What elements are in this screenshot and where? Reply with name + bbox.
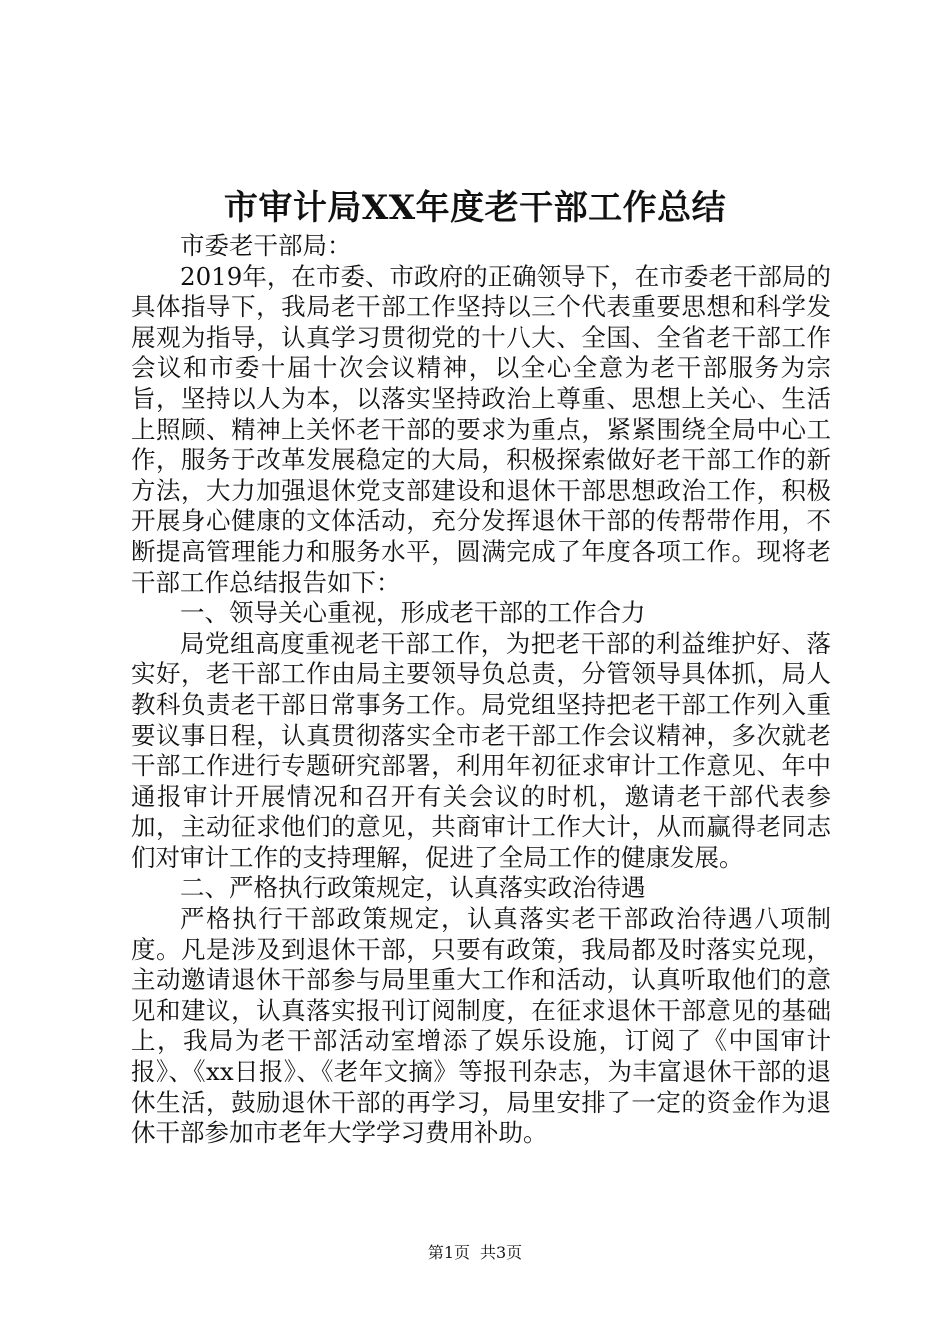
section-paragraph-1: 局党组高度重视老干部工作，为把老干部的利益维护好、落实好，老干部工作由局主要领导负总责，分管领导具体抓，局人教科负责老干部日常事务工作。局党组坚持把老干部工作列入重要议事日程，认真贯彻落实全市老干部工作会议精神，多次就老干部工作进行专题研究部署，利用年初征求审计工作意见、年中通报审计开展情况和召开有关会议的时机，邀请老干部代表参加，主动征求他们的意见，共商审计工作大计，从而赢得老同志们对审计工作的支持理解，促进了全局工作的健康发展。 [131, 628, 831, 872]
salutation: 市委老干部局： [180, 231, 352, 260]
section-heading-2: 二、严格执行政策规定，认真落实政治待遇 [180, 873, 646, 903]
section-heading-1: 一、领导关心重视，形成老干部的工作合力 [180, 598, 646, 628]
intro-paragraph: 2019年，在市委、市政府的正确领导下，在市委老干部局的具体指导下，我局老干部工作坚持以三个代表重要思想和科学发展观为指导，认真学习贯彻党的十八大、全国、全省老干部工作会议和市委十届十次会议精神，以全心全意为老干部服务为宗旨，坚持以人为本，以落实坚持政治上尊重、思想上关心、生活上照顾、精神上关怀老干部的要求为重点，紧紧围绕全局中心工作，服务于改革发展稳定的大局，积极探索做好老干部工作的新方法，大力加强退休党支部建设和退休干部思想政治工作，积极开展身心健康的文体活动，充分发挥退休干部的传帮带作用，不断提高管理能力和服务水平，圆满完成了年度各项工作。现将老干部工作总结报告如下： [131, 261, 831, 597]
document-body [131, 231, 831, 1149]
document-title: 市审计局XX年度老干部工作总结 [223, 188, 727, 228]
page-footer [0, 1241, 950, 1265]
page-total: 共3页 [480, 1243, 523, 1262]
page-number: 第1页 [427, 1243, 470, 1262]
section-paragraph-2: 严格执行干部政策规定，认真落实老干部政治待遇八项制度。凡是涉及到退休干部，只要有政策，我局都及时落实兑现，主动邀请退休干部参与局里重大工作和活动，认真听取他们的意见和建议，认真落实报刊订阅制度，在征求退休干部意见的基础上，我局为老干部活动室增添了娱乐设施，订阅了《中国审计报》、《xx日报》、《老年文摘》等报刊杂志，为丰富退休干部的退休生活，鼓励退休干部的再学习，局里安排了一定的资金作为退休干部参加市老年大学学习费用补助。 [131, 904, 831, 1148]
